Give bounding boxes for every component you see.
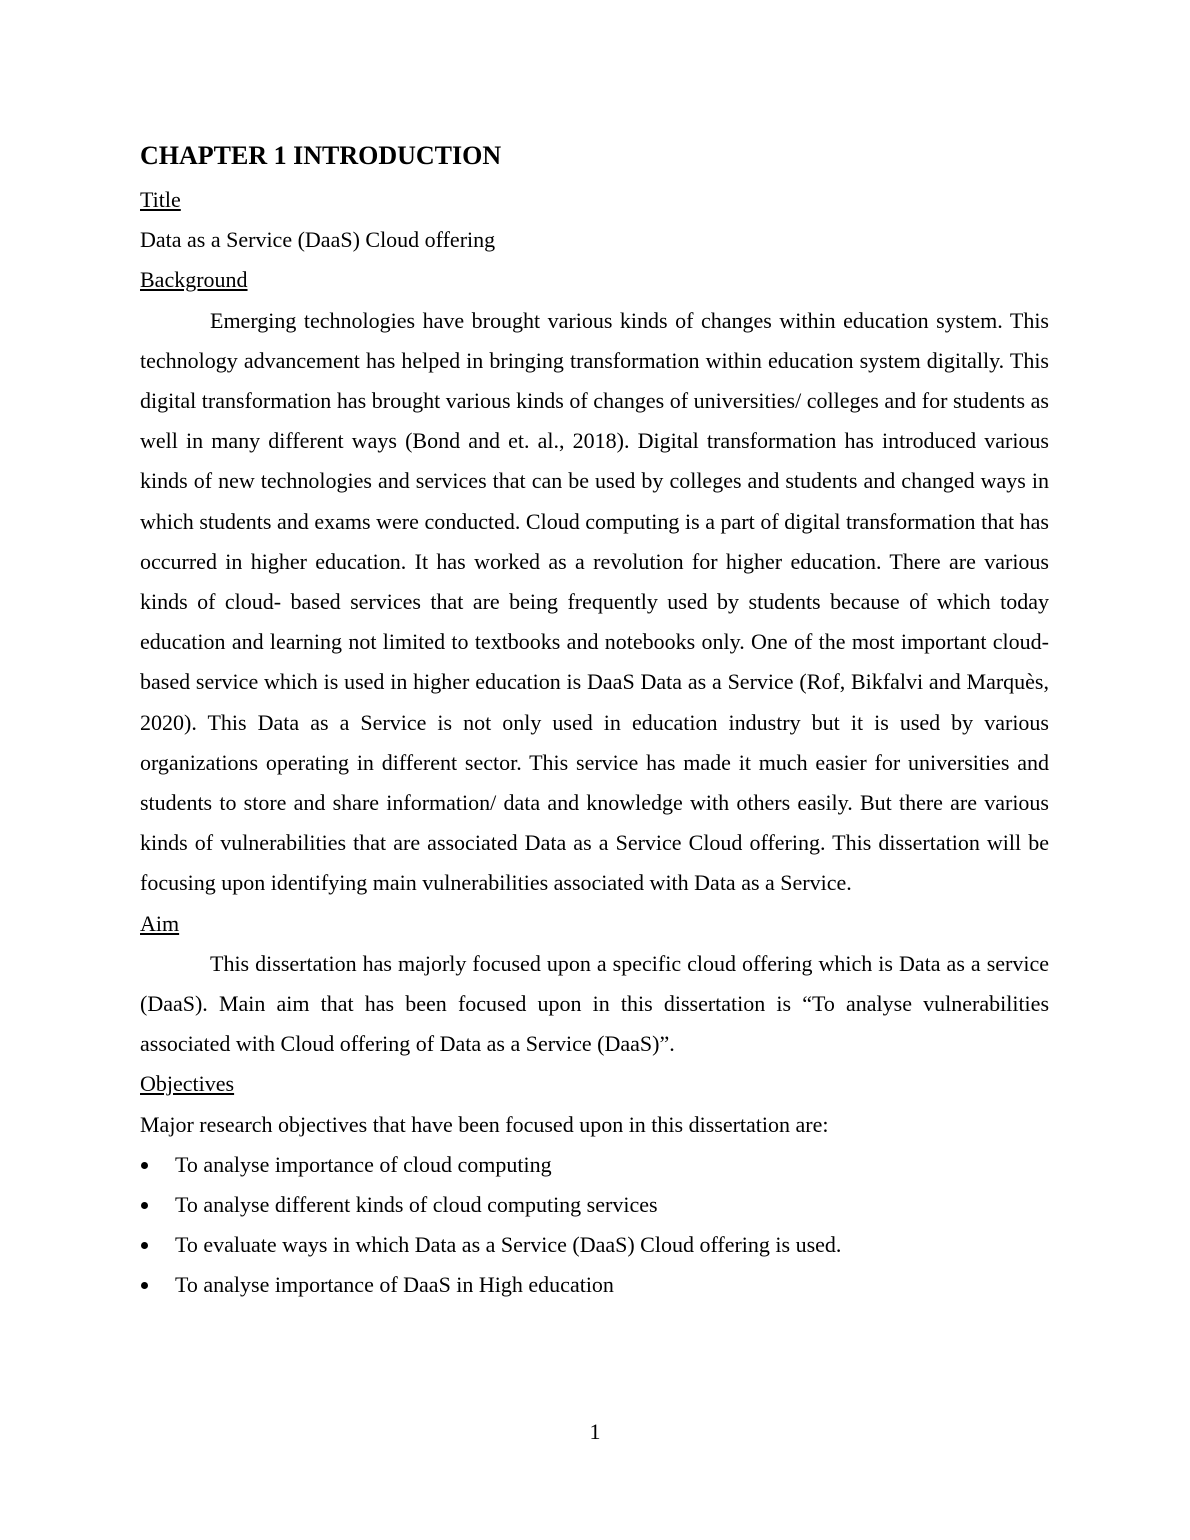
title-section-heading: Title [140, 187, 181, 212]
title-text: Data as a Service (DaaS) Cloud offering [140, 227, 496, 253]
objective-item [140, 1185, 1049, 1225]
objectives-section-heading: Objectives [140, 1071, 235, 1097]
aim-paragraph: This dissertation has majorly focused upon a specific cloud offering which is Data as a service (DaaS). Main aim that has been focused upon in this dissertation is “To analyse vulnerabilities associated with Cloud offering of Data as a Service (DaaS)”. [140, 950, 1049, 1057]
objectives-intro: Major research objectives that have been focused upon in this dissertation are: [140, 1111, 829, 1137]
background-section-heading: Background [140, 267, 248, 293]
page-number: 1 [589, 1419, 601, 1444]
objectives-list [140, 1145, 1049, 1306]
bullet-icon [141, 1282, 148, 1289]
objective-item [140, 1265, 1049, 1305]
bullet-icon [141, 1162, 148, 1169]
objective-text: To evaluate ways in which Data as a Service (DaaS) Cloud offering is used. [175, 1232, 842, 1258]
bullet-icon [141, 1242, 148, 1249]
page-content [140, 136, 1049, 1306]
bullet-icon [141, 1202, 148, 1209]
background-paragraph: Emerging technologies have brought various kinds of changes within education system. This technology advancement has helped in bringing transformation within education system digitally. This digital transformation has brought various kinds of changes of universities/ colleges and for students as well in many different ways (Bond and et. al., 2018). Digital transformation has introduced various kinds of new technologies and services that can be used by colleges and students and changed ways in which students and exams were conducted. Cloud computing is a part of digital transformation that has occurred in higher education. It has worked as a revolution for higher education. There are various kinds of cloud- based services that are being frequently used by students because of which today education and learning not limited to textbooks and notebooks only. One of the most important cloud- based service which is used in higher education is DaaS Data as a Service (Rof, Bikfalvi and Marquès, 2020). This Data as a Service is not only used in education industry but it is used by various organizations operating in different sector. This service has made it much easier for universities and students to store and share information/ data and knowledge with others easily. But there are various kinds of vulnerabilities that are associated Data as a Service Cloud offering. This dissertation will be focusing upon identifying main vulnerabilities associated with Data as a Service. [140, 307, 1049, 896]
objective-item [140, 1145, 1049, 1185]
objective-text: To analyse importance of cloud computing [175, 1151, 552, 1177]
objective-text: To analyse different kinds of cloud computing services [175, 1192, 658, 1218]
chapter-title: CHAPTER 1 INTRODUCTION [140, 141, 502, 170]
objective-text: To analyse importance of DaaS in High education [175, 1272, 614, 1298]
objective-item [140, 1225, 1049, 1265]
aim-section-heading: Aim [140, 910, 180, 936]
